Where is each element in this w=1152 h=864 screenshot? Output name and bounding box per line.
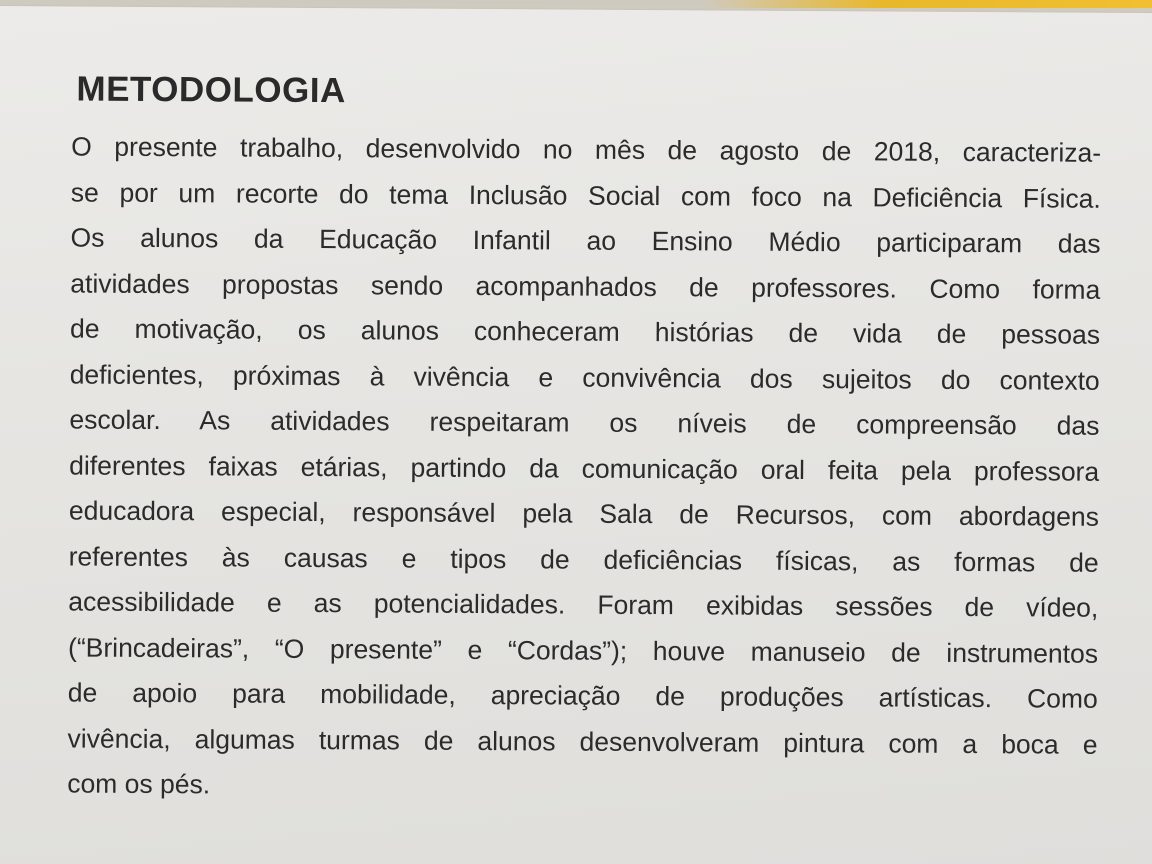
text-line: vivência, algumas turmas de alunos desenvolveram pintura com a boca e bbox=[67, 722, 1098, 760]
text-line: Os alunos da Educação Infantil ao Ensino Médio participaram das bbox=[70, 222, 1101, 259]
text-line: de apoio para mobilidade, apreciação de produções artísticas. Como bbox=[67, 677, 1098, 714]
yellow-folder-edge bbox=[700, 0, 1152, 8]
methodology-paragraph bbox=[67, 124, 1101, 813]
text-line: diferentes faixas etárias, partindo da comunicação oral feita pela professora bbox=[69, 449, 1100, 487]
text-line: referentes às causas e tipos de deficiências físicas, as formas de bbox=[68, 540, 1099, 578]
text-line: (“Brincadeiras”, “O presente” e “Cordas”); houve manuseio de instrumentos bbox=[67, 631, 1099, 669]
text-line: educadora especial, responsável pela Sala de Recursos, com abordagens bbox=[68, 495, 1099, 532]
text-line: escolar. As atividades respeitaram os níveis de compreensão das bbox=[69, 404, 1100, 441]
text-line: O presente trabalho, desenvolvido no mês de agosto de 2018, caracteriza- bbox=[71, 131, 1102, 168]
section-heading: METODOLOGIA bbox=[76, 69, 346, 111]
text-line: atividades propostas sendo acompanhados de professores. Como forma bbox=[70, 267, 1101, 305]
text-line: se por um recorte do tema Inclusão Social com foco na Deficiência Física. bbox=[70, 176, 1101, 214]
text-line: deficientes, próximas à vivência e convivência dos sujeitos do contexto bbox=[69, 358, 1100, 396]
text-line: acessibilidade e as potencialidades. Foram exibidas sessões de vídeo, bbox=[68, 586, 1099, 623]
text-line: com os pés. bbox=[67, 768, 211, 800]
paper-sheet bbox=[0, 6, 1152, 864]
text-line: de motivação, os alunos conheceram histórias de vida de pessoas bbox=[69, 313, 1101, 350]
